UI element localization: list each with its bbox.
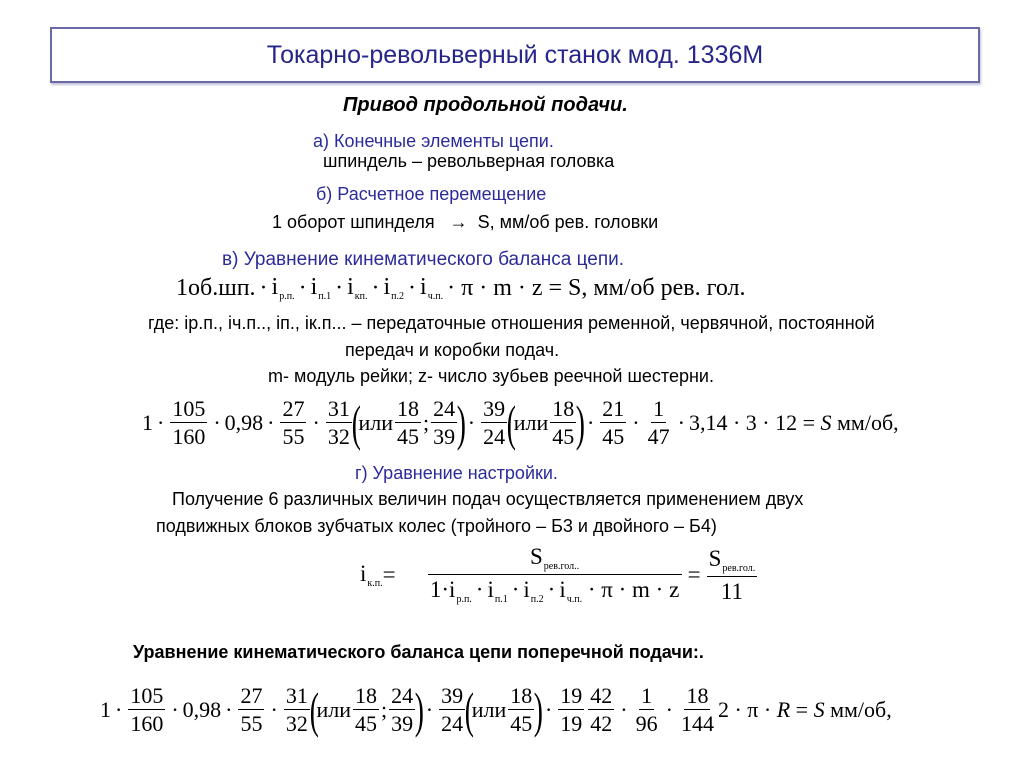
fraction: $\frac{1}{47}$	[647, 396, 670, 449]
fraction: $\frac{105}{160}$	[172, 396, 206, 449]
where-line-2: передач и коробки подач.	[345, 340, 560, 360]
fraction: $\frac{31}{32}$	[285, 683, 308, 736]
section-a-label: а) Конечные элементы цепи.	[313, 131, 554, 151]
fraction: $\frac{S_{рев.гол.}}{11}$	[708, 546, 756, 604]
section-b-label: б) Расчетное перемещение	[316, 184, 547, 204]
section-v-label: в) Уравнение кинематического баланса цепи.	[222, 249, 625, 270]
fraction: $\frac{18}{45}$	[552, 396, 575, 449]
section-b-text: 1 оборот шпинделя → S, мм/об рев. головки	[272, 212, 659, 232]
where-line-3: m- модуль рейки; z- число зубьев реечной шестерни.	[268, 366, 714, 386]
eq-start: 1об.шп.	[176, 274, 256, 301]
fraction: $\frac{27}{55}$	[282, 396, 305, 449]
fraction: $\frac{21}{45}$	[602, 396, 625, 449]
fraction: $\frac{18}{144}$	[680, 683, 714, 736]
fraction: $\frac{1}{96}$	[635, 683, 658, 736]
fraction: $\frac{39}{24}$	[483, 396, 506, 449]
fraction: $\frac{24}{39}$	[391, 683, 414, 736]
section-g-line-2: подвижных блоков зубчатых колес (тройного – Б3 и двойного – Б4)	[156, 516, 717, 536]
adjustment-equation: $i_{к.п.}$ = $\frac{S_{рев.гол..}}{1\cdot i_{р.п.} \cdot i_{п.1} \cdot i_{п.2} \cdot i_{ч.п.} \cdot \pi \cdot m \cdot z}$ = $\frac{S_{рев.гол.}}{11}$	[360, 544, 756, 605]
section-g-label: г) Уравнение настройки.	[355, 463, 558, 483]
title-box	[50, 27, 980, 83]
fraction: $\frac{105}{160}$	[130, 683, 164, 736]
fraction: $\frac{39}{24}$	[441, 683, 464, 736]
section-a-text: шпиндель – револьверная головка	[323, 151, 615, 171]
cross-feed-heading: Уравнение кинематического баланса цепи поперечной подачи:.	[133, 642, 704, 662]
slide-title: Токарно-револьверный станок мод. 1336М	[266, 40, 764, 69]
fraction: $\frac{18}{45}$	[397, 396, 419, 449]
fraction: $\frac{S_{рев.гол..}}{1\cdot i_{р.п.} \cdot i_{п.1} \cdot i_{п.2} \cdot i_{ч.п.} \cdot \pi \cdot m \cdot z}$	[428, 545, 682, 605]
fraction: $\frac{27}{55}$	[240, 683, 263, 736]
section-g-line-1: Получение 6 различных величин подач осуществляется применением двух	[172, 489, 804, 509]
fraction: $\frac{19}{19}$	[560, 683, 583, 736]
kinematic-balance-equation: 1об.шп. · $i_{р.п.}$ · $i_{п.1}$ · $i_{кп.}$ · $i_{п.2}$ · $i_{ч.п.}$ · π · m · z = S, мм/об рев. гол.	[176, 274, 746, 302]
fraction: $\frac{24}{39}$	[433, 396, 456, 449]
section-heading: Привод продольной подачи.	[343, 94, 628, 116]
eq-tail: · π · m · z = S, мм/об рев. гол.	[447, 274, 746, 301]
longitudinal-numeric-equation: 1 · $\frac{105}{160}$ · 0,98 · $\frac{27}{55}$ · $\frac{31}{32}$ ( или $\frac{18}{45}$ ; $\frac{24}{39}$ ) · $\frac{39}{24}$ ( или $\frac{18}{45}$ ) · $\frac{21}{45}$ · $\frac{1}{47}$ · 3,14 · 3 · 12 = S мм/об,	[142, 395, 899, 451]
where-line-1: где: ір.п., іч.п.., іп., ік.п... – передаточные отношения ременной, червячной, постоянной	[148, 313, 875, 333]
fraction: $\frac{31}{32}$	[327, 396, 350, 449]
cross-feed-numeric-equation: 1 · $\frac{105}{160}$ · 0,98 · $\frac{27}{55}$ · $\frac{31}{32}$ ( или $\frac{18}{45}$ ; $\frac{24}{39}$ ) · $\frac{39}{24}$ ( или $\frac{18}{45}$ ) · $\frac{19}{19}$ $\frac{42}{42}$ · $\frac{1}{96}$ · $\frac{18}{144}$ 2 · π · R = S мм/об,	[100, 682, 892, 738]
fraction: $\frac{18}{45}$	[510, 683, 533, 736]
fraction: $\frac{18}{45}$	[355, 683, 377, 736]
fraction: $\frac{42}{42}$	[590, 683, 613, 736]
